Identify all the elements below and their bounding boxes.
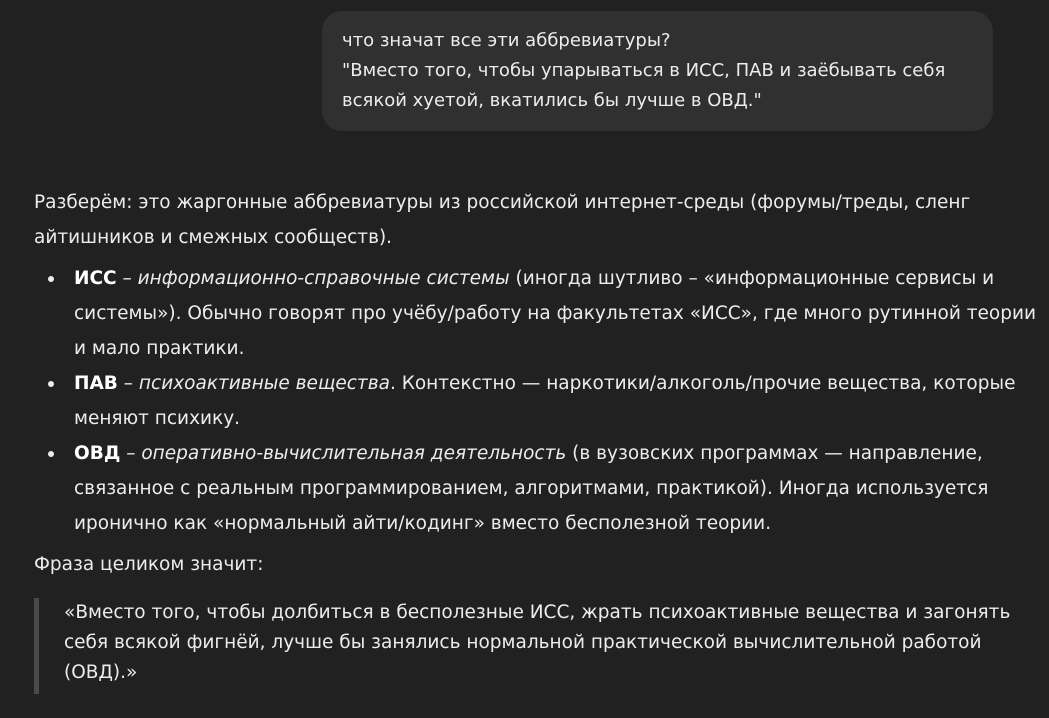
abbr-iss-meaning: информационно-справочные системы <box>137 268 510 289</box>
abbr-ovd-text-1: (в вузовских программах — направление, <box>566 443 983 464</box>
abbr-ovd-meaning: оперативно-вычислительная деятельность <box>141 443 567 464</box>
user-message-line-1: что значат все эти аббревиатуры? <box>342 30 671 51</box>
abbr-iss-text-2: системы»). Обычно говорят про учёбу/работу на факультетах «ИСС», где много рутинной теории <box>74 303 1036 324</box>
list-item-pav <box>34 366 1016 436</box>
abbr-iss-dash: – <box>116 268 138 289</box>
list-item-iss-line-1 <box>74 261 994 296</box>
abbr-pav-text-2: меняют психику. <box>74 408 241 429</box>
abbr-pav-text-1: . Контекстно — наркотики/алкоголь/прочие вещества, которые <box>389 373 1016 394</box>
assistant-message <box>34 185 1036 582</box>
quote-line-3: (ОВД).» <box>64 662 138 683</box>
list-item-ovd <box>34 436 994 541</box>
abbreviation-list <box>34 261 1036 541</box>
quote-line-1: «Вместо того, чтобы долбиться в бесполезные ИСС, жрать психоактивные вещества и загонять <box>64 602 1011 623</box>
user-message-bubble <box>322 11 993 131</box>
user-message-line-3: всякой хуетой, вкатились бы лучше в ОВД." <box>342 90 762 111</box>
list-item-ovd-line-1 <box>74 436 994 471</box>
quote-line-2: себя всякой фигнёй, лучше бы занялись нормальной практической вычислительной работой <box>64 632 982 653</box>
user-message-line-2: "Вместо того, чтобы упарываться в ИСС, ПАВ и заёбывать себя <box>342 60 946 81</box>
abbr-ovd-dash: – <box>120 443 142 464</box>
abbr-iss: ИСС <box>74 268 117 289</box>
assistant-intro-line-1: Разберём: это жаргонные аббревиатуры из российской интернет-среды (форумы/треды, сленг <box>34 192 971 213</box>
abbr-pav-dash: – <box>117 373 139 394</box>
assistant-intro <box>34 185 994 255</box>
list-item-iss <box>34 261 1036 366</box>
list-item-pav-line-1 <box>74 366 1016 401</box>
abbr-pav: ПАВ <box>74 373 118 394</box>
abbr-ovd-text-2: связанное с реальным программированием, алгоритмами, практикой). Иногда используется <box>74 478 989 499</box>
abbr-ovd: ОВД <box>74 443 121 464</box>
assistant-intro-line-2: айтишников и смежных сообществ). <box>34 227 393 248</box>
summary-blockquote <box>34 598 1011 694</box>
abbr-pav-meaning: психоактивные вещества <box>138 373 390 394</box>
abbr-iss-text-1: (иногда шутливо – «информационные сервисы и <box>509 268 995 289</box>
summary-title: Фраза целиком значит: <box>34 554 264 575</box>
abbr-ovd-text-3: иронично как «нормальный айти/кодинг» вместо бесполезной теории. <box>74 513 772 534</box>
abbr-iss-text-3: и мало практики. <box>74 338 245 359</box>
